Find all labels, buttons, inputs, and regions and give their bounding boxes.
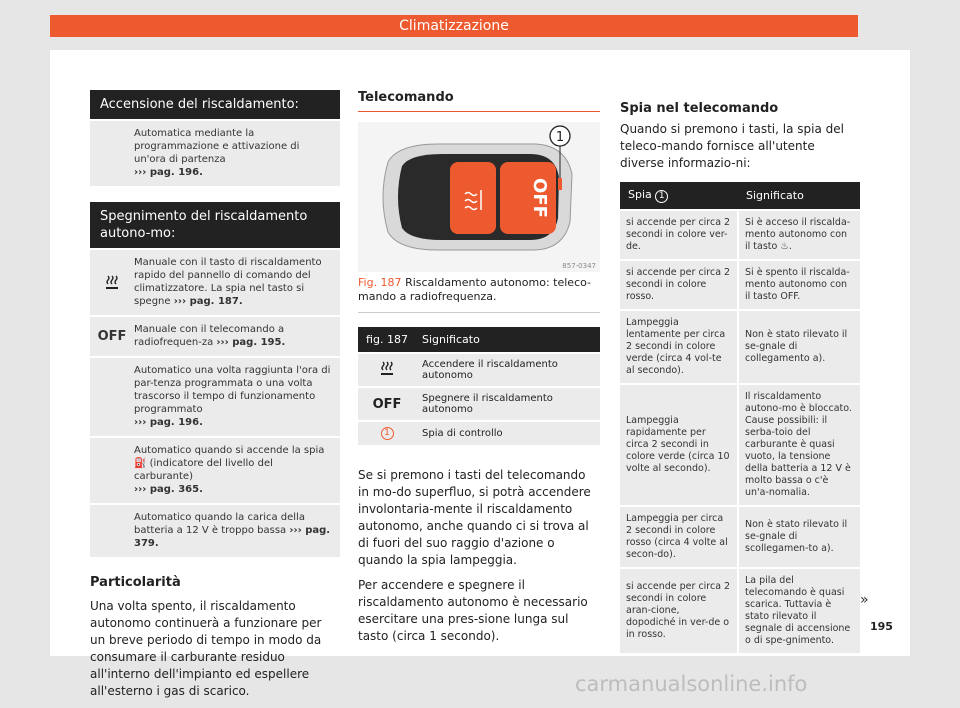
figure-code: 857-0347 [562, 262, 596, 270]
figure-caption: Fig. 187 Riscaldamento autonomo: teleco-mando a radiofrequenza. [358, 276, 600, 313]
heater-icon [358, 353, 416, 387]
list-item: Automatica mediante la programmazione e attivazione di un'ora di partenza ››› pag. 196. [90, 119, 340, 186]
off-box [90, 202, 340, 557]
list-item: Automatico una volta raggiunta l'ora di par-tenza programmata o una volta trascorso il tempo di funzionamento programmato ››› pag. 196. [90, 356, 340, 436]
list-item: Automatico quando la carica della batteria a 12 V è troppo bassa ››› pag. 379. [90, 503, 340, 557]
figure-legend-table: fig. 187 Significato Accendere il riscaldamento autonomo OFF Spegnere il riscaldamento autonomo 1 Spia di controllo [358, 327, 600, 445]
heater-icon [90, 250, 134, 315]
list-item: Automatico quando si accende la spia ⛽ (indicatore del livello del carburante) ››› pag. 365. [90, 436, 340, 503]
list-item: Manuale con il tasto di riscaldamento rapido del pannello di comando del climatizzatore. La spia nel tasto si spegne ››› pag. 187. [90, 248, 340, 315]
watermark: carmanualsonline.info [575, 672, 808, 696]
table-row: Lampeggia rapidamente per circa 2 secondi in colore verde (circa 10 volte al secondo). Il riscaldamento autono-mo è bloccato. Cause possibili: il serba-toio del carburante è quasi vuoto, la tensione della batteria a 12 V è molto bassa o c'è un'a-nomalia. [620, 384, 860, 506]
left-column [90, 90, 340, 700]
callout-1: 1 [555, 130, 565, 145]
table-row: OFF Spegnere il riscaldamento autonomo [358, 387, 600, 421]
page-number: 195 [870, 620, 893, 633]
right-column [620, 100, 860, 653]
particolarita-title: Particolarità [90, 575, 181, 590]
table-row: si accende per circa 2 secondi in colore ver-de. Si è acceso il riscalda-mento autonomo con il tasto ♨. [620, 210, 860, 260]
off-button-label: OFF [529, 178, 550, 218]
off-box-title: Spegnimento del riscaldamento autono-mo: [90, 202, 340, 248]
spia-intro: Quando si premono i tasti, la spia del teleco-mando fornisce all'utente diverse informazio-ni: [620, 122, 844, 170]
table-row: Lampeggia per circa 2 secondi in colore rosso (circa 4 volte al secon-do). Non è stato rilevato il se-gnale di scollegamen-to a). [620, 506, 860, 568]
middle-column [358, 90, 600, 645]
table-row: si accende per circa 2 secondi in colore rosso. Si è spento il riscalda-mento autonomo con il tasto OFF. [620, 260, 860, 310]
telecomando-title: Telecomando [358, 90, 600, 112]
spia-title: Spia nel telecomando [620, 101, 779, 116]
table-row: Lampeggia lentamente per circa 2 secondi in colore verde (circa 4 vol-te al secondo). Non è stato rilevato il se-gnale di collegamento a). [620, 310, 860, 384]
table-row: si accende per circa 2 secondi in colore aran-cione, dopodiché in ver-de o in rosso. La pila del telecomando è quasi scarica. Tuttavia è stato rilevato il segnale di accensione o di spe-gnimento. [620, 568, 860, 653]
callout-1-icon: 1 [381, 427, 394, 440]
off-icon: OFF [358, 387, 416, 421]
paragraph-1: Se si premono i tasti del telecomando in mo-do superfluo, si potrà accendere involontaria-mente il riscaldamento autonomo, anche quando ci si trova al di fuori del suo raggio d'azione o quando la spia lampeggia. [358, 468, 591, 567]
continue-mark: » [860, 592, 869, 608]
remote-control-figure [358, 122, 600, 272]
table-row: 1 Spia di controllo [358, 421, 600, 445]
particolarita-text: Una volta spento, il riscaldamento autonomo continuerà a funzionare per un breve periodo di tempo in modo da consumare il carburante residuo all'interno dell'impianto ed espellere all'esterno i gas di scarico. [90, 599, 322, 698]
spia-table: Spia 1 Significato si accende per circa 2 secondi in colore ver-de. Si è acceso il riscalda-mento autonomo con il tasto ♨. si accende per circa 2 secondi in colore rosso. Si è spento il riscalda-mento autonomo con il tasto OFF. Lampeggia lentamente per circa 2 secondi in colore verde (circa 4 vol-te al secondo). Non è stato rilevato il se-gnale di collegamento a). Lampeggia rapidamente per circa 2 secondi in colore verde (circa 10 volte al secondo). Il riscaldamento autono-mo è bloccato. Cause possibili: il serba-toio del carburante è quasi vuoto, la tensione della batteria a 12 V è molto bassa o c'è un'a-nomalia. Lampeggia per circa 2 secondi in colore rosso (circa 4 volte al secon-do). Non è stato rilevato il se-gnale di scollegamen-to a). si accende per circa 2 secondi in colore aran-cione, dopodiché in ver-de o in rosso. La pila del telecomando è quasi scarica. Tuttavia è stato rilevato il segnale di accensione o di spe-gnimento. [620, 182, 860, 653]
list-item: OFF Manuale con il telecomando a radiofrequen-za ››› pag. 195. [90, 315, 340, 356]
on-box [90, 90, 340, 186]
table-row: Accendere il riscaldamento autonomo [358, 353, 600, 387]
on-box-title: Accensione del riscaldamento: [90, 90, 340, 119]
callout-1-icon: 1 [655, 190, 668, 203]
section-header: Climatizzazione [50, 15, 858, 37]
paragraph-2: Per accendere e spegnere il riscaldamento autonomo è necessario esercitare una pres-sione lunga sul tasto (circa 1 secondo). [358, 578, 588, 643]
off-icon: OFF [97, 329, 127, 344]
